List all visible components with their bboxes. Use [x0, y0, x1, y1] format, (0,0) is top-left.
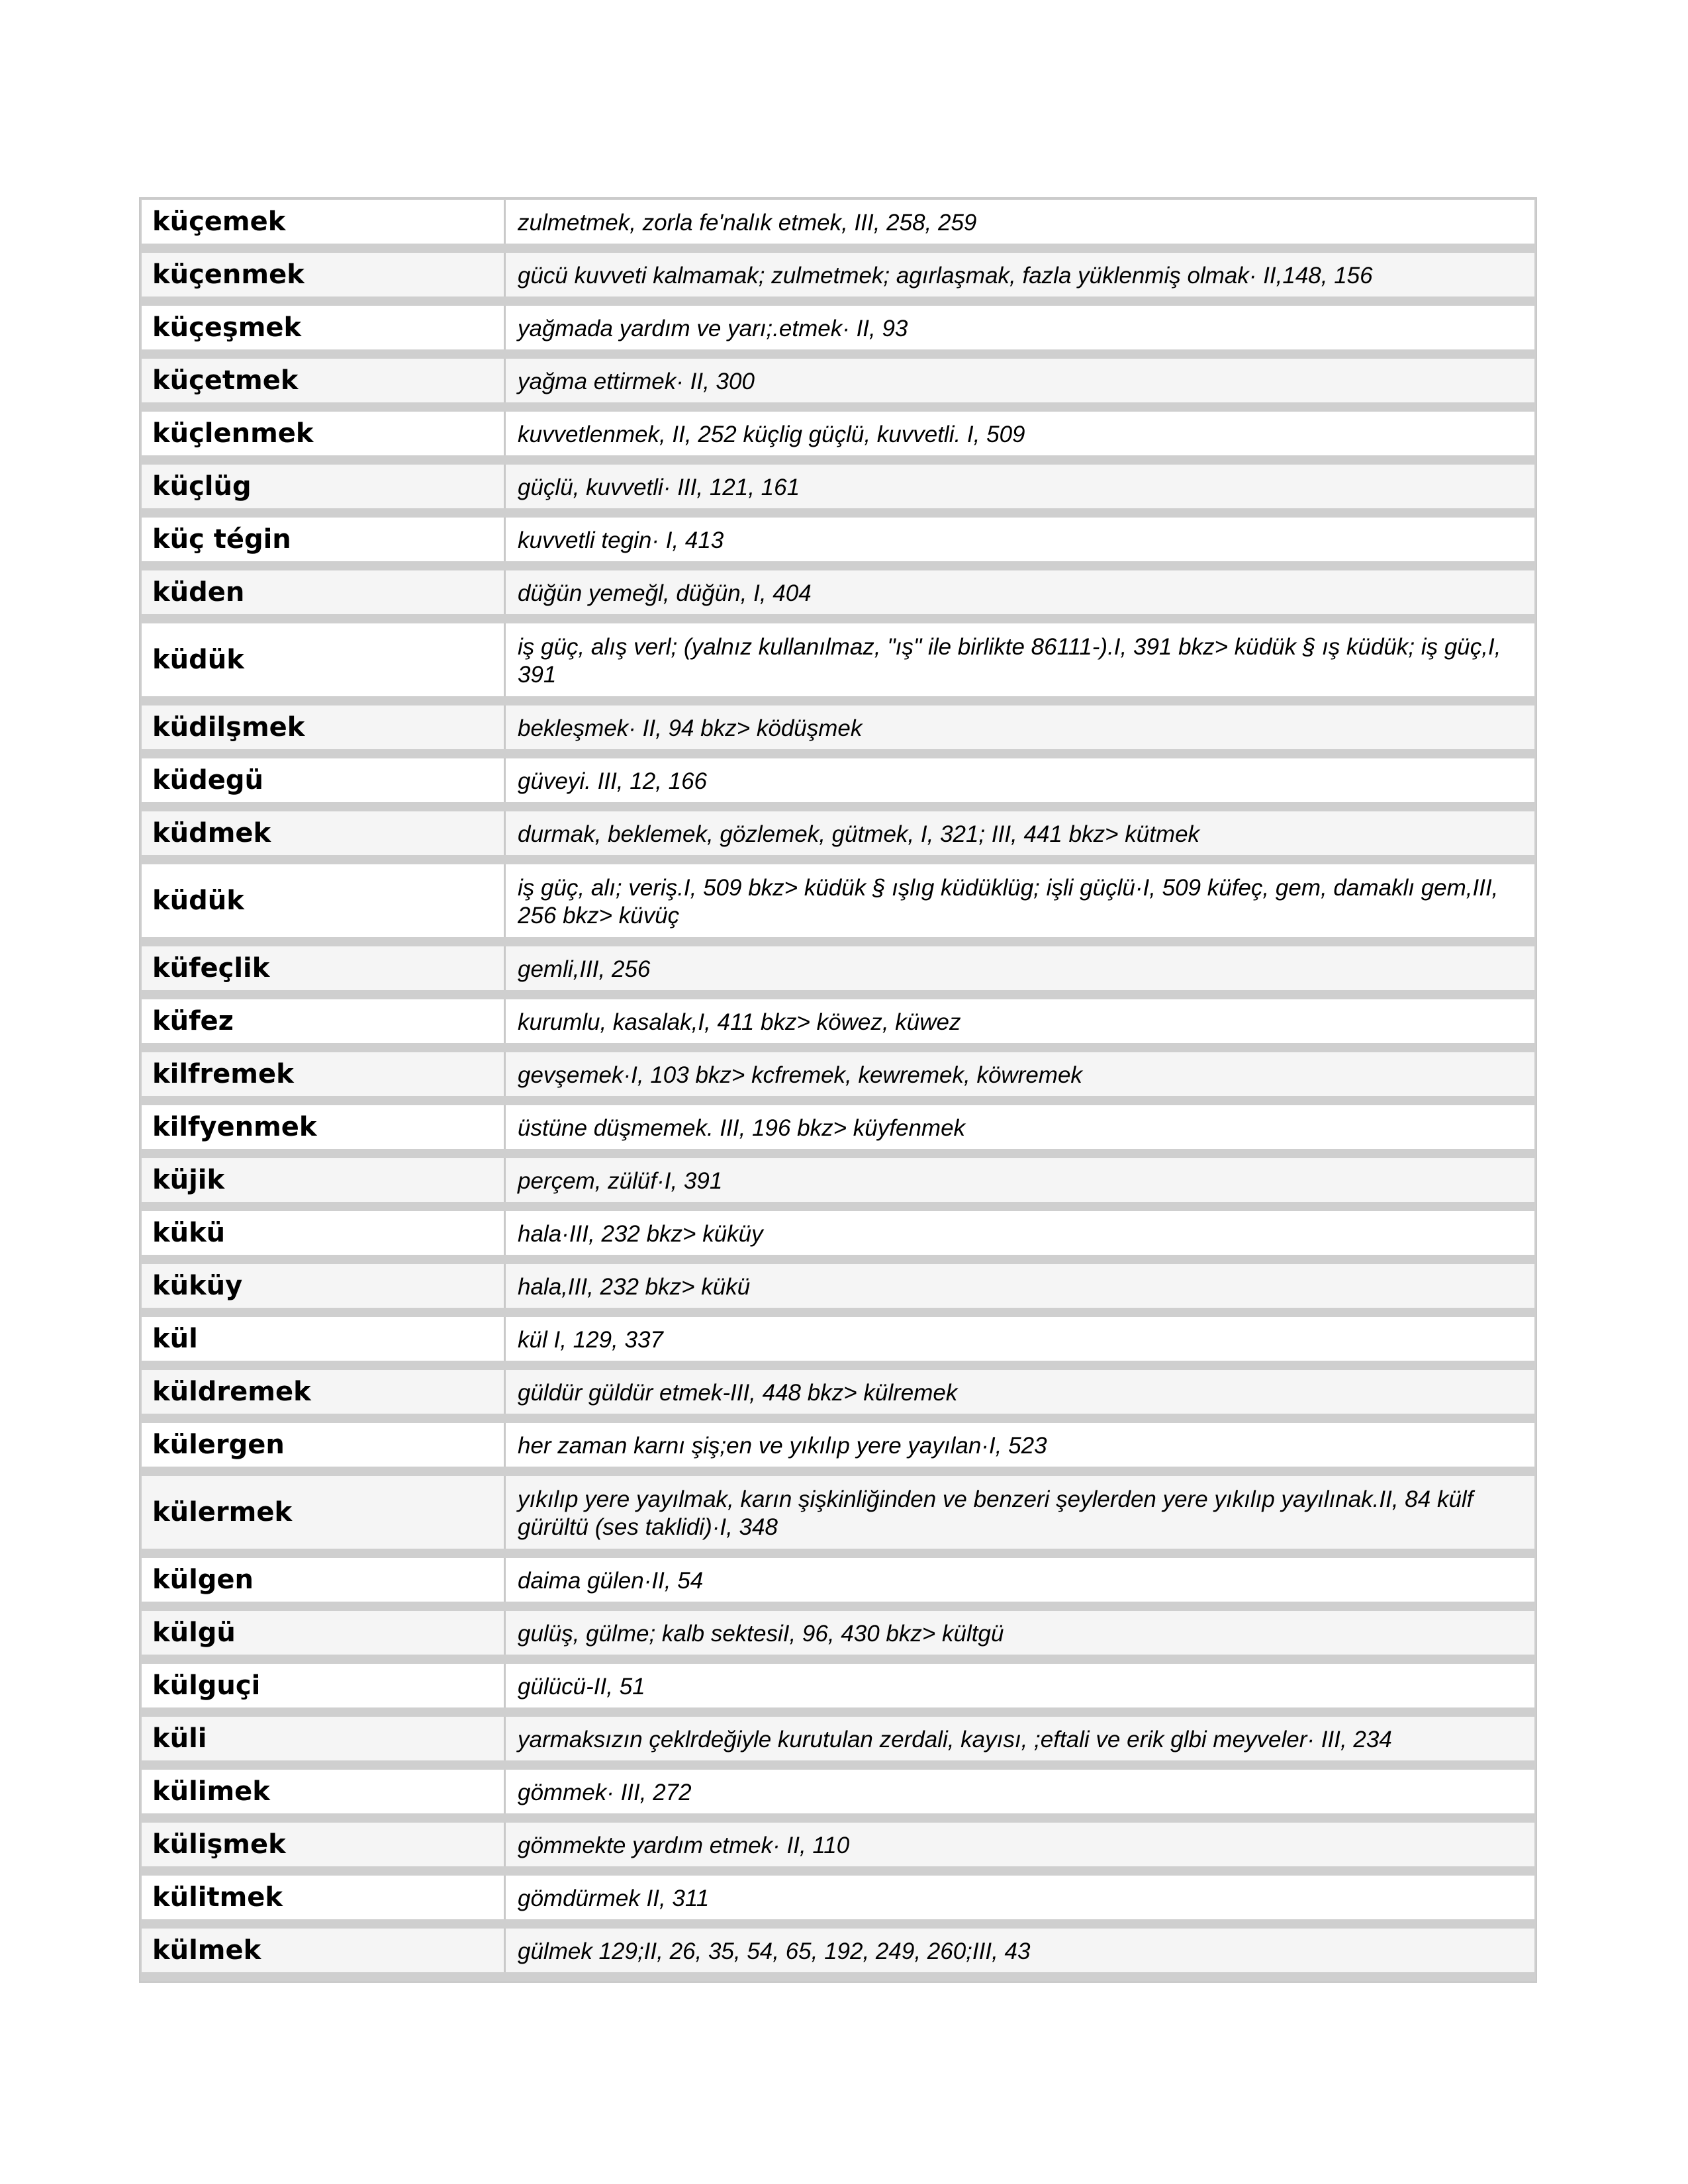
- entry-definition: güldür güldür etmek-III, 448 bkz> külremek: [506, 1370, 1534, 1414]
- entry-term: küç tégin: [142, 518, 506, 561]
- entry-definition: yağma ettirmek· II, 300: [506, 359, 1534, 402]
- entry-term: küçlenmek: [142, 412, 506, 455]
- entry-term: kül: [142, 1317, 506, 1361]
- entry-definition: düğün yemeğl, düğün, I, 404: [506, 570, 1534, 614]
- entry-definition: kuvvetli tegin· I, 413: [506, 518, 1534, 561]
- entry-term: külitmek: [142, 1876, 506, 1919]
- entry-definition: her zaman karnı şiş;en ve yıkılıp yere yayılan·I, 523: [506, 1423, 1534, 1467]
- entry-term: külguçi: [142, 1664, 506, 1707]
- table-row: [142, 1423, 1534, 1467]
- table-row: [142, 946, 1534, 990]
- entry-definition: üstüne düşmemek. III, 196 bkz> küyfenmek: [506, 1105, 1534, 1149]
- table-row: [142, 465, 1534, 508]
- entry-definition: gülücü-II, 51: [506, 1664, 1534, 1707]
- entry-definition: güçlü, kuvvetli· III, 121, 161: [506, 465, 1534, 508]
- table-row: [142, 705, 1534, 749]
- table-row: [142, 758, 1534, 802]
- entry-term: küdmek: [142, 811, 506, 855]
- entry-definition: gömmekte yardım etmek· II, 110: [506, 1823, 1534, 1866]
- table-row: [142, 570, 1534, 614]
- table-row: [142, 999, 1534, 1043]
- table-row: [142, 359, 1534, 402]
- entry-definition: daima gülen·II, 54: [506, 1558, 1534, 1602]
- entry-term: küdilşmek: [142, 705, 506, 749]
- table-row: [142, 306, 1534, 349]
- entry-term: külişmek: [142, 1823, 506, 1866]
- table-row: [142, 1558, 1534, 1602]
- entry-definition: kurumlu, kasalak,I, 411 bkz> köwez, küwez: [506, 999, 1534, 1043]
- entry-term: küli: [142, 1717, 506, 1760]
- entry-term: küçenmek: [142, 253, 506, 296]
- table-row: [142, 623, 1534, 696]
- entry-definition: durmak, beklemek, gözlemek, gütmek, I, 321; III, 441 bkz> kütmek: [506, 811, 1534, 855]
- entry-term: kükü: [142, 1211, 506, 1255]
- table-row: [142, 1211, 1534, 1255]
- entry-term: külermek: [142, 1476, 506, 1549]
- entry-definition: güveyi. III, 12, 166: [506, 758, 1534, 802]
- entry-definition: iş güç, alı; veriş.I, 509 bkz> küdük § ışlıg küdüklüg; işli güçlü·I, 509 küfeç, gem, damaklı gem,III, 256 bkz> küvüç: [506, 864, 1534, 937]
- table-row: [142, 1476, 1534, 1549]
- table-row: [142, 1717, 1534, 1760]
- entry-definition: yarmaksızın çeklrdeğiyle kurutulan zerdali, kayısı, ;eftali ve erik glbi meyveler· III, 234: [506, 1717, 1534, 1760]
- entry-term: kilfremek: [142, 1052, 506, 1096]
- entry-definition: gömdürmek II, 311: [506, 1876, 1534, 1919]
- entry-term: küden: [142, 570, 506, 614]
- table-row: [142, 200, 1534, 244]
- entry-term: küldremek: [142, 1370, 506, 1414]
- entry-definition: perçem, zülüf·I, 391: [506, 1158, 1534, 1202]
- entry-definition: kül I, 129, 337: [506, 1317, 1534, 1361]
- entry-definition: hala,III, 232 bkz> kükü: [506, 1264, 1534, 1308]
- table-row: [142, 1876, 1534, 1919]
- entry-definition: yağmada yardım ve yarı;.etmek· II, 93: [506, 306, 1534, 349]
- table-row: [142, 253, 1534, 296]
- table-row: [142, 412, 1534, 455]
- table-row: [142, 1105, 1534, 1149]
- entry-term: küküy: [142, 1264, 506, 1308]
- entry-definition: gemli,III, 256: [506, 946, 1534, 990]
- table-row: [142, 1823, 1534, 1866]
- entry-term: küdük: [142, 864, 506, 937]
- table-row: [142, 1611, 1534, 1655]
- entry-term: küfeçlik: [142, 946, 506, 990]
- entry-definition: gülmek 129;II, 26, 35, 54, 65, 192, 249, 260;III, 43: [506, 1929, 1534, 1972]
- table-row: [142, 1370, 1534, 1414]
- entry-term: küjik: [142, 1158, 506, 1202]
- entry-definition: kuvvetlenmek, II, 252 küçlig güçlü, kuvvetli. I, 509: [506, 412, 1534, 455]
- entry-definition: gulüş, gülme; kalb sektesiI, 96, 430 bkz> kültgü: [506, 1611, 1534, 1655]
- entry-definition: yıkılıp yere yayılmak, karın şişkinliğinden ve benzeri şeylerden yere yıkılıp yayılınak.II, 84 külf gürültü (ses taklidi)·I, 348: [506, 1476, 1534, 1549]
- entry-definition: gömmek· III, 272: [506, 1770, 1534, 1813]
- entry-definition: iş güç, alış verl; (yalnız kullanılmaz, "ış" ile birlikte 86111-).I, 391 bkz> küdük § ış küdük; iş güç,I, 391: [506, 623, 1534, 696]
- table-row: [142, 864, 1534, 937]
- table-row: [142, 518, 1534, 561]
- entry-term: külimek: [142, 1770, 506, 1813]
- table-row: [142, 1264, 1534, 1308]
- entry-definition: bekleşmek· II, 94 bkz> ködüşmek: [506, 705, 1534, 749]
- entry-term: kilfyenmek: [142, 1105, 506, 1149]
- entry-definition: gevşemek·I, 103 bkz> kcfremek, kewremek, köwremek: [506, 1052, 1534, 1096]
- table-row: [142, 1317, 1534, 1361]
- table-row: [142, 1929, 1534, 1972]
- table-row: [142, 1770, 1534, 1813]
- entry-term: küçeşmek: [142, 306, 506, 349]
- entry-term: külergen: [142, 1423, 506, 1467]
- dictionary-table: [139, 197, 1537, 1983]
- entry-term: küçemek: [142, 200, 506, 244]
- entry-term: külmek: [142, 1929, 506, 1972]
- entry-term: küdegü: [142, 758, 506, 802]
- table-row: [142, 811, 1534, 855]
- entry-term: küçlüg: [142, 465, 506, 508]
- entry-term: külgen: [142, 1558, 506, 1602]
- entry-definition: hala·III, 232 bkz> küküy: [506, 1211, 1534, 1255]
- entry-term: küdük: [142, 623, 506, 696]
- table-row: [142, 1664, 1534, 1707]
- entry-term: külgü: [142, 1611, 506, 1655]
- entry-definition: zulmetmek, zorla fe'nalık etmek, III, 258, 259: [506, 200, 1534, 244]
- table-row: [142, 1158, 1534, 1202]
- table-row: [142, 1052, 1534, 1096]
- entry-term: küfez: [142, 999, 506, 1043]
- entry-term: küçetmek: [142, 359, 506, 402]
- entry-definition: gücü kuvveti kalmamak; zulmetmek; agırlaşmak, fazla yüklenmiş olmak· II,148, 156: [506, 253, 1534, 296]
